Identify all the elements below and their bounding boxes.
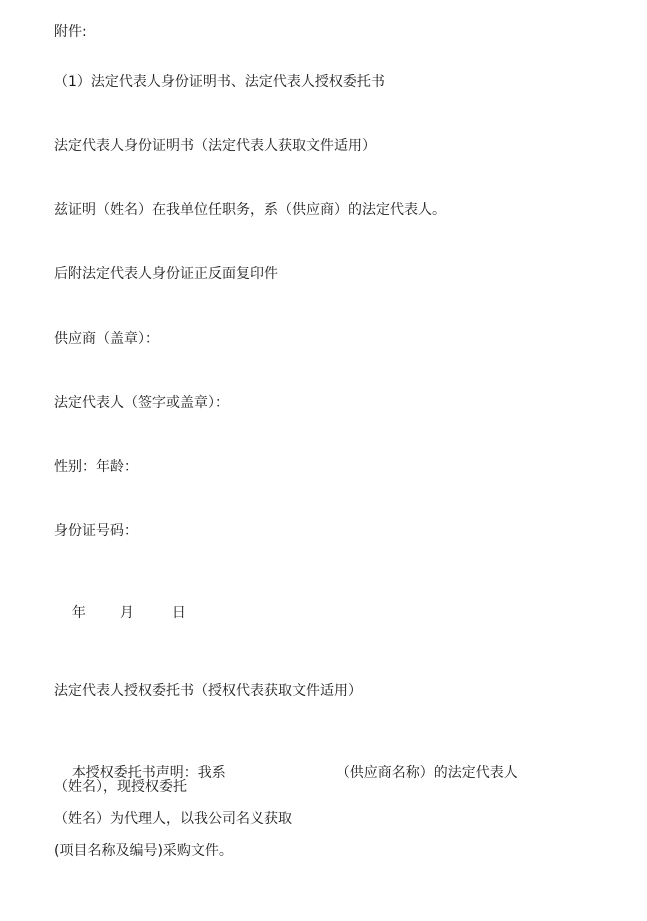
auth-statement-part1: 本授权委托书声明：我系 [71,765,226,781]
id-copy-note: 后附法定代表人身份证正反面复印件 [54,266,278,282]
id-number-line: 身份证号码： [54,523,138,539]
date-line [54,586,186,640]
supplier-seal-line: 供应商（盖章）： [54,331,159,347]
auth-title: 法定代表人授权委托书（授权代表获取文件适用） [54,683,362,699]
item-title: （1）法定代表人身份证明书、法定代表人授权委托书 [54,74,385,90]
project-line: (项目名称及编号)采购文件。 [54,843,233,859]
auth-statement-part2: （供应商名称）的法定代表人 [335,765,518,781]
id-cert-statement: 兹证明（姓名）在我单位任职务，系（供应商）的法定代表人。 [54,202,446,218]
auth-name-line: （姓名），现授权委托 [54,779,187,795]
attachment-label: 附件: [54,24,87,40]
legal-rep-sign-line: 法定代表人（签字或盖章）： [54,395,229,411]
agent-line: （姓名）为代理人，以我公司名义获取 [54,811,292,827]
date-month: 月 [119,605,134,621]
date-day: 日 [171,605,186,621]
id-cert-title: 法定代表人身份证明书（法定代表人获取文件适用） [54,138,376,154]
date-year: 年 [71,605,86,621]
gender-age-line: 性别：年龄： [54,459,138,475]
